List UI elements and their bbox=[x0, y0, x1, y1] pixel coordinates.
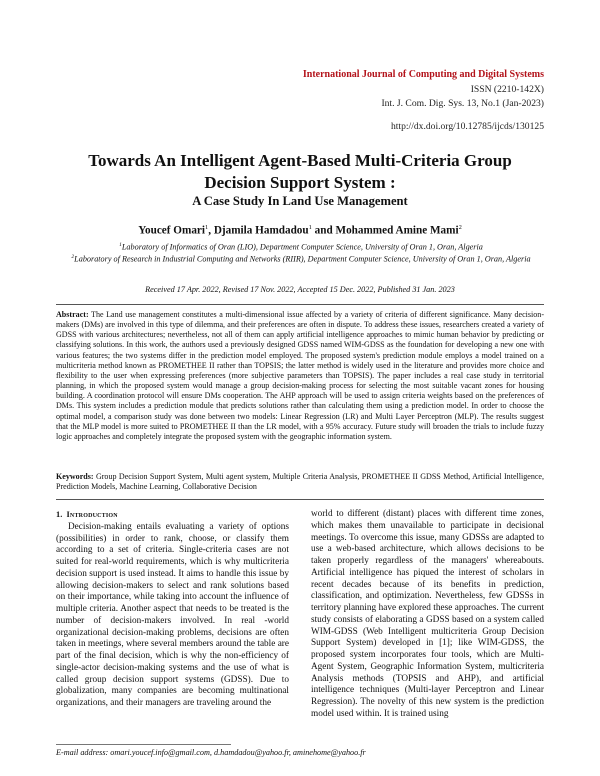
footnote-rule bbox=[56, 744, 231, 745]
keywords bbox=[56, 472, 544, 492]
journal-citation: Int. J. Com. Dig. Sys. 13, No.1 (Jan-2023) bbox=[381, 98, 544, 109]
divider-bottom bbox=[56, 499, 544, 500]
body-column-left bbox=[56, 509, 289, 710]
keywords-text: Group Decision Support System, Multi agent system, Multiple Criteria Analysis, PROMETHEE II GDSS Method, Artificial Intelligence, Prediction Models, Machine Learning, Collaborative Decision bbox=[56, 472, 544, 492]
affiliation-2 bbox=[56, 252, 546, 265]
author-separator: and bbox=[311, 224, 336, 237]
author-list bbox=[40, 224, 560, 237]
journal-name: International Journal of Computing and Digital Systems bbox=[302, 69, 544, 80]
body-column-right bbox=[311, 509, 544, 721]
paper-title-line-1: Towards An Intelligent Agent-Based Multi-Criteria Group bbox=[88, 151, 512, 170]
keywords-label: Keywords: bbox=[56, 472, 94, 481]
abstract-text: The Land use management constitutes a multi-dimensional issue affected by a variety of criteria of different significance. Many decision-makers (DMs) are involved in this type of dilemma, and their preferences are often in dispute. To address these issues, researchers created a variety of GDSS with various architectures; nevertheless, not all of them can apply artificial intelligence approaches to mimic human behavior by predicting or classifying solutions. In this work, the authors used a previously designed GDSS named WIM-GDSS as the foundation for developing a new one with various features; the two systems differ in the prediction model employed. The proposed system's prediction module employs a model trained on a multicriteria method known as PROMETHEE II rather than TOPSIS; the latter method is widely used in the literature and provides more choice and flexibility to the user when expressing preferences (more subjective parameters than TOPSIS). The paper includes a real case study in territorial planning, in which the proposed system would manage a group decision-making process for selecting the most suitable vacant zones for housing building. A coordination protocol will ensure DMs cooperation. The AHP approach will be used to assign criteria weights based on the preferences of DMs. This system includes a prediction module that predicts solutions rather than calculating them using a prediction model. In order to choose the optimal model, a comparison study was done between two models: Linear Regression (LR) and Multi Layer Perceptron (MLP). The results suggest that the MLP model is more suited to PROMETHEE II than the LR model, with a 95% accuracy. Future study will broaden the trials to include fuzzy logic approaches and completely integrate the proposed system with the geographic information system. bbox=[56, 310, 544, 441]
paper-subtitle: A Case Study In Land Use Management bbox=[192, 194, 408, 208]
section-title: Introduction bbox=[66, 510, 118, 519]
abstract-label: Abstract: bbox=[56, 310, 89, 319]
affiliation-1-marker: 1 bbox=[119, 242, 122, 248]
email-footnote: E-mail address: omari.youcef.info@gmail.com, d.hamdadou@yahoo.fr, aminehome@yahoo.fr bbox=[56, 748, 366, 757]
issn: ISSN (2210-142X) bbox=[470, 84, 544, 95]
affiliation-2-marker: 2 bbox=[71, 254, 75, 260]
paper-title-line-2: Decision Support System : bbox=[204, 173, 396, 192]
divider-top bbox=[56, 304, 544, 305]
affiliation-2-text: Laboratory of Research in Industrial Computing and Networks (RIIR), Department Computer Science, University of Oran 1, Oran, Algeria bbox=[74, 254, 531, 264]
section-number: 1. bbox=[56, 510, 63, 519]
intro-paragraph-right: world to different (distant) places with different time zones, which makes them unavailable to participate in decisional meetings. To overcome this issue, many GDSSs are adapted to use a web-based architecture, which allows decisions to be taken properly regardless of the managers' whereabouts. Artificial intelligence has piqued the interest of scholars in recent decades because of its benefits in prediction, classification, and optimization. Nevertheless, few GDSSs in territory planning have explored these approaches. The current study consists of elaborating a GDSS based on a system called WIM-GDSS (Web Intelligent multicriteria Group Decision Support System) developed in [1]; like WIM-GDSS, the proposed system incorporates four tools, which are Multi-Agent System, Geographic Information System, multicriteria Analysis methods (TOPSIS and AHP), and artificial intelligence techniques (Multi-layer Perceptron and Linear Regression). The novelty of this new system is the prediction model used within. It is trained using bbox=[311, 509, 544, 719]
doi-link[interactable]: http://dx.doi.org/10.12785/ijcds/130125 bbox=[390, 121, 544, 132]
author-1: Youcef Omari bbox=[138, 224, 205, 237]
section-heading bbox=[56, 509, 289, 521]
affiliation-1-text: Laboratory of Informatics of Oran (LIO), Department Computer Science, University of Oran 1, Oran, Algeria bbox=[121, 242, 483, 252]
author-3: Mohammed Amine Mami bbox=[335, 224, 459, 237]
abstract bbox=[56, 310, 544, 442]
affiliation-1 bbox=[56, 240, 546, 253]
author-separator: , bbox=[208, 224, 214, 237]
author-2: Djamila Hamdadou bbox=[213, 224, 309, 237]
author-1-affil: 1 bbox=[204, 224, 209, 231]
author-3-affil: 2 bbox=[458, 224, 462, 231]
author-2-affil: 1 bbox=[308, 224, 312, 231]
publication-dates: Received 17 Apr. 2022, Revised 17 Nov. 2022, Accepted 15 Dec. 2022, Published 31 Jan. 2023 bbox=[145, 285, 455, 294]
intro-paragraph-left: Decision-making entails evaluating a variety of options (possibilities) in order to rank, choose, or classify them according to a set of criteria. Single-criteria cases are not suited for real-world requirements, which is why multicriteria decision support is used instead. It aims to handle this issue by allowing decision-makers to select and rank solutions based on their importance, while taking into account the influence of multiple criteria. Another aspect that needs to be treated is the number of decision-makers involved. In real -world organizational decision-making problems, decisions are often taken in meetings, where several members around the table are part of the final decision, which is why the non-efficiency of single-actor decision-making systems and the use of what is called group decision support systems (GDSS). Due to globalization, many companies are becoming multinational organizations, and their managers are traveling around the bbox=[56, 521, 289, 708]
